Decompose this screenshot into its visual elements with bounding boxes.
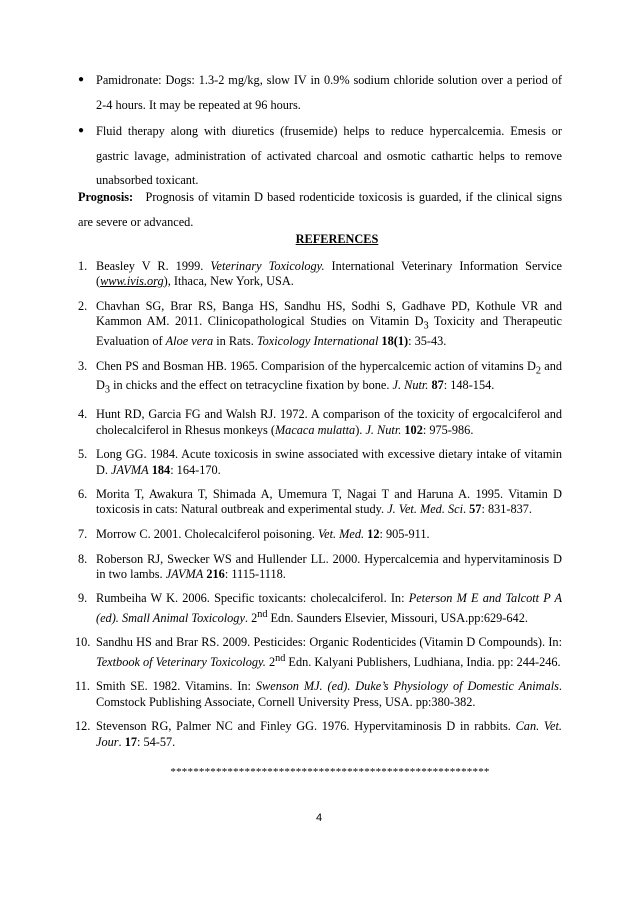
asterisk-divider: ******************************************************** <box>170 766 490 778</box>
reference-text: Beasley V R. 1999. <box>96 259 211 273</box>
reference-text: : 148-154. <box>443 378 495 393</box>
reference-item <box>75 679 562 710</box>
references-heading-row <box>0 232 638 247</box>
reference-text: Stevenson RG, Palmer NC and Finley GG. 1976. Hypervitaminosis D in rabbits. <box>96 719 516 734</box>
reference-text: Roberson RJ, Swecker WS and Hullender LL. 2000. Hypercalcemia and hypervitaminosis D in two lambs. <box>96 551 562 581</box>
reference-link[interactable]: www.ivis.org <box>100 274 164 289</box>
reference-text: Toxicity and Therapeutic Evaluation of <box>96 314 562 348</box>
volume: 184 <box>148 462 171 477</box>
reference-item <box>78 447 562 478</box>
reference-text: Edn. Kalyani Publishers, Ludhiana, India. pp: 244-246. <box>285 654 561 669</box>
bullet-item <box>78 119 562 193</box>
journal-name: Can. Vet. Jour <box>96 719 563 749</box>
bullet-dot-icon: ● <box>78 74 85 85</box>
reference-item <box>78 407 562 438</box>
prognosis-label: Prognosis: <box>78 190 134 204</box>
subscript: 3 <box>104 384 111 396</box>
journal-name: Vet. Med. <box>318 527 365 541</box>
reference-number: 7. <box>78 527 88 541</box>
bullet-text: Fluid therapy along with diuretics (frusemide) helps to reduce hypercalcemia. Emesis or gastric lavage, administration of activated charcoal and osmotic cathartic helps to remove unabsorbed toxicant. <box>96 124 562 187</box>
reference-text: . <box>118 734 125 749</box>
reference-number: 4. <box>78 407 88 422</box>
journal-name: JAVMA <box>165 566 204 581</box>
reference-text: : 1115-1118. <box>224 566 286 581</box>
reference-text: Edn. Saunders Elsevier, Missouri, USA.pp:629-642. <box>267 610 528 625</box>
reference-text: . <box>463 502 470 517</box>
section-divider-row <box>0 766 638 778</box>
volume: 57 <box>469 502 482 517</box>
volume: 18(1) <box>378 333 409 348</box>
reference-item <box>75 635 562 670</box>
reference-number: 3. <box>78 358 88 373</box>
reference-text: Sandhu HS and Brar RS. 2009. Pesticides: Organic Rodenticides (Vitamin D Compounds). In: <box>96 635 562 650</box>
superscript: nd <box>275 652 286 664</box>
reference-text: Chavhan SG, Brar RS, Banga HS, Sandhu HS, Sodhi S, Gadhave PD, Kothule VR and Kammon AM. 2011. Clinicopathological Studies on Vitamin D <box>96 298 562 329</box>
reference-text: International Veterinary Information Service ( <box>96 259 563 289</box>
prognosis-paragraph <box>78 185 562 234</box>
reference-text: Morita T, Awakura T, Shimada A, Umemura T, Nagai T and Haruna A. 1995. Vitamin D toxicosis in cats: Natural outbreak and experimental study. <box>96 487 562 517</box>
reference-number: 6. <box>78 487 88 502</box>
reference-number: 8. <box>78 551 88 566</box>
reference-text: . 2 <box>244 610 258 625</box>
page-number: 4 <box>315 812 323 824</box>
volume: 17 <box>124 734 137 749</box>
journal-name: Toxicology International <box>256 333 379 348</box>
references-heading: REFERENCES <box>295 232 379 246</box>
reference-number: 9. <box>78 591 88 606</box>
reference-number: 10. <box>75 635 91 650</box>
reference-item <box>78 591 562 626</box>
journal-name: J. Nutr. <box>392 378 429 393</box>
reference-text: ), Ithaca, New York, USA. <box>163 274 294 289</box>
subscript: 3 <box>423 320 429 332</box>
reference-text: : 35-43. <box>408 333 447 348</box>
reference-source: Veterinary Toxicology. <box>210 259 325 273</box>
bullet-text: Pamidronate: Dogs: 1.3-2 mg/kg, slow IV in 0.9% sodium chloride solution over a period of 2-4 hours. It may be repeated at 96 hours. <box>96 73 562 112</box>
subscript: 2 <box>535 364 541 376</box>
reference-item <box>78 552 562 583</box>
reference-text: 2 <box>265 654 276 669</box>
volume: 216 <box>203 566 225 581</box>
reference-text: Morrow C. 2001. Cholecalciferol poisoning. <box>96 527 318 541</box>
volume: 12 <box>364 527 380 541</box>
reference-text: Hunt RD, Garcia FG and Walsh RJ. 1972. A comparison of the toxicity of ergocalciferol and cholecalciferol in Rhesus monkeys ( <box>96 407 562 437</box>
reference-item <box>78 527 562 542</box>
bullet-item <box>78 68 562 117</box>
reference-item <box>78 299 562 349</box>
reference-number: 5. <box>78 447 88 462</box>
reference-number: 1. <box>78 259 88 273</box>
reference-number: 12. <box>75 719 91 734</box>
reference-text: Chen PS and Bosman HB. 1965. Comparision of the hypercalcemic action of vitamins D <box>96 358 536 373</box>
reference-text: Smith SE. 1982. Vitamins. In: <box>96 679 256 694</box>
treatment-bullet-list <box>78 68 562 195</box>
reference-text: and D <box>96 358 562 393</box>
reference-text: . Comstock Publishing Associate, Cornell University Press, USA. pp:380-382. <box>96 679 562 709</box>
references-list <box>75 259 563 759</box>
reference-text: : 54-57. <box>137 734 176 749</box>
superscript: nd <box>257 608 268 620</box>
prognosis-text: Prognosis of vitamin D based rodenticide toxicosis is guarded, if the clinical signs are severe or advanced. <box>78 190 562 229</box>
journal-name: JAVMA <box>111 462 149 477</box>
reference-text: : 164-170. <box>170 462 221 477</box>
reference-text: ). <box>355 422 366 437</box>
bullet-dot-icon: ● <box>78 125 85 136</box>
reference-item <box>78 259 562 290</box>
volume: 87 <box>428 378 444 393</box>
reference-number: 11. <box>75 679 90 694</box>
book-title: Peterson M E and Talcott P A (ed). Small Animal Toxicology <box>96 591 562 625</box>
volume: 102 <box>401 422 423 437</box>
species-name: Aloe vera <box>165 333 214 348</box>
reference-text: in chicks and the effect on tetracycline fixation by bone. <box>110 378 393 393</box>
book-title: Textbook of Veterinary Toxicology. <box>96 654 266 669</box>
species-name: Macaca mulatta <box>274 422 356 437</box>
reference-item <box>78 359 562 399</box>
reference-number: 2. <box>78 298 88 313</box>
reference-text: Long GG. 1984. Acute toxicosis in swine associated with excessive dietary intake of vitamin D. <box>96 447 562 477</box>
reference-text: : 975-986. <box>422 422 474 437</box>
reference-item <box>75 719 563 750</box>
reference-text: : 831-837. <box>481 502 533 517</box>
book-title: Swenson MJ. (ed). Duke’s Physiology of Domestic Animals <box>255 679 559 694</box>
reference-text: : 905-911. <box>379 527 430 541</box>
journal-name: J. Vet. Med. Sci <box>387 502 463 517</box>
reference-item <box>78 487 562 518</box>
reference-text: in Rats. <box>213 333 257 348</box>
journal-name: J. Nutr. <box>365 422 402 437</box>
reference-text: Rumbeiha W K. 2006. Specific toxicants: cholecalciferol. In: <box>96 591 409 606</box>
